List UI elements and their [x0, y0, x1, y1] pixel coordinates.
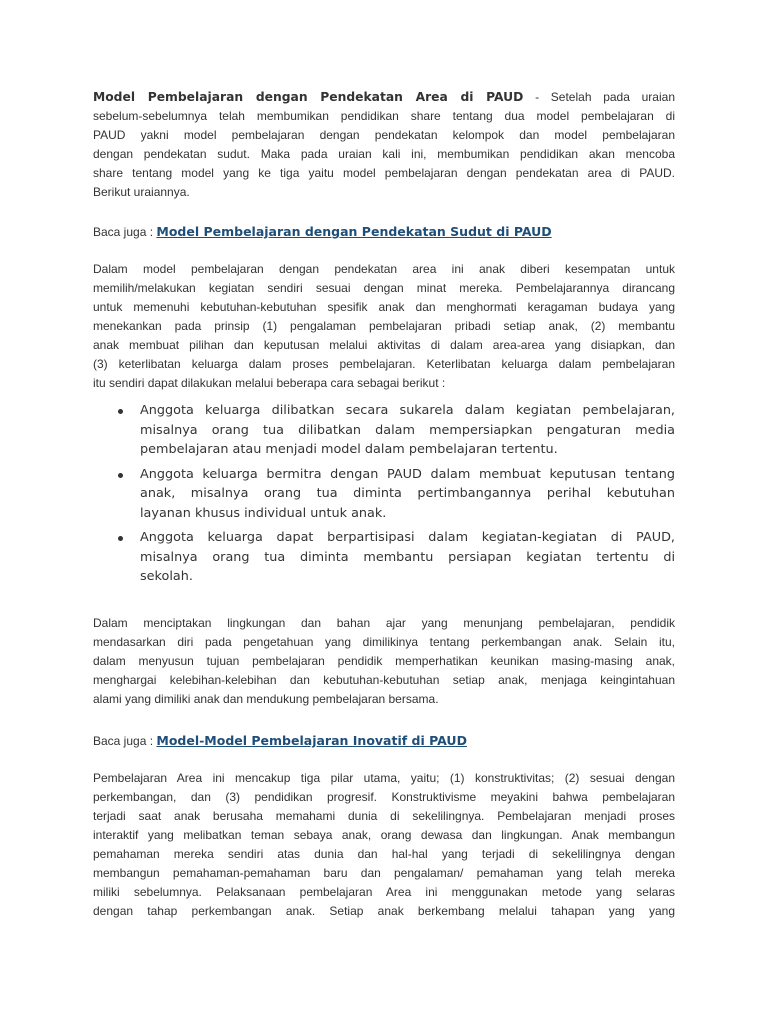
text-line: anak, misalnya orang tua diminta pertimbangannya perihal kebutuhan [140, 486, 675, 501]
text-line: terjadi saat anak berusaha memahami dunia di sekelilingnya. Pembelajaran menjadi proses [93, 809, 675, 823]
text-line: dalam menyusun tujuan pembelajaran pendidik memperhatikan keunikan masing-masing anak, [93, 654, 675, 668]
text-line: Dalam menciptakan lingkungan dan bahan ajar yang menunjang pembelajaran, pendidik [93, 616, 675, 630]
text-line: misalnya orang tua dilibatkan dalam mempersiapkan pengaturan media [140, 422, 675, 438]
text-line: layanan khusus individual untuk anak. [140, 505, 387, 521]
text-line: menghargai kelebihan-kelebihan dan kebutuhan-kebutuhan setiap anak, menjaga keingintahuan [93, 673, 675, 687]
text-line: itu sendiri dapat dilakukan melalui beberapa cara sebagai berikut : [93, 376, 446, 390]
text-line: share tentang model yang ke tiga yaitu model pembelajaran dengan pendekatan area di PAUD. [93, 166, 675, 180]
bullet-icon [118, 409, 123, 414]
text-line: memilih/melakukan kegiatan sendiri sesuai dengan minat mereka. Pembelajarannya dirancang [93, 281, 675, 295]
text-line: miliki sebelumnya. Pelaksanaan pembelajaran Area ini menggunakan metode yang selaras [93, 885, 675, 899]
paragraph-3 [93, 614, 675, 709]
paragraph-4 [93, 769, 675, 921]
text-line: Anggota keluarga bermitra dengan PAUD dalam membuat keputusan tentang [140, 466, 675, 482]
text-line: Dalam model pembelajaran dengan pendekatan area ini anak diberi kesempatan untuk [93, 262, 675, 276]
intro-first-line [93, 88, 675, 107]
text-line: sekolah. [140, 569, 193, 584]
bullet-icon [118, 473, 123, 478]
read-also-link[interactable]: Model Pembelajaran dengan Pendekatan Sudut di PAUD [156, 224, 552, 239]
article-title: Model Pembelajaran dengan Pendekatan Area di PAUD [93, 90, 524, 104]
intro-paragraph [93, 88, 675, 202]
text-line: dengan pendekatan sudut. Maka pada uraian kali ini, membumikan pendidikan akan mencoba [93, 147, 675, 161]
read-also-label: Baca juga : [93, 225, 157, 239]
bullet-list [140, 401, 675, 592]
text-line: Berikut uraiannya. [93, 185, 190, 199]
intro-text: - Setelah pada uraian [523, 90, 675, 104]
text-line: perkembangan, dan (3) pendidikan progresif. Konstruktivisme meyakini bahwa pembelajaran [93, 790, 675, 804]
text-line: untuk memenuhi kebutuhan-kebutuhan spesifik anak dan menghormati keragaman budaya yang [93, 300, 675, 314]
text-line: sebelum-sebelumnya telah membumikan pendidikan share tentang dua model pembelajaran di [93, 109, 675, 123]
text-line: (3) keterlibatan keluarga dalam proses pembelajaran. Keterlibatan keluarga dalam pembelajaran [93, 357, 675, 371]
list-item [140, 465, 675, 524]
text-line: PAUD yakni model pembelajaran dengan pendekatan kelompok dan model pembelajaran [93, 128, 675, 142]
text-line: mendasarkan diri pada pengetahuan yang dimilikinya tentang perkembangan anak. Selain itu, [93, 635, 675, 649]
text-line: alami yang dimiliki anak dan mendukung pembelajaran bersama. [93, 692, 439, 706]
text-line: Pembelajaran Area ini mencakup tiga pilar utama, yaitu; (1) konstruktivitas; (2) sesuai dengan [93, 771, 675, 785]
text-line: pemahaman mereka sendiri atas dunia dan hal-hal yang terjadi di sekelilingnya dengan [93, 847, 675, 861]
text-line: interaktif yang melibatkan teman sebaya anak, orang dewasa dan lingkungan. Anak membangun [93, 828, 675, 842]
paragraph-2 [93, 260, 675, 393]
text-line: Anggota keluarga dapat berpartisipasi dalam kegiatan-kegiatan di PAUD, [140, 530, 675, 545]
bullet-icon [118, 536, 123, 541]
list-item [140, 528, 675, 587]
text-line: dengan tahap perkembangan anak. Setiap anak berkembang melalui tahapan yang yang [93, 904, 675, 918]
read-also-1 [93, 222, 675, 242]
list-item [140, 401, 675, 460]
text-line: misalnya orang tua diminta membantu persiapan kegiatan tertentu di [140, 549, 675, 565]
text-line: Anggota keluarga dilibatkan secara sukarela dalam kegiatan pembelajaran, [140, 403, 675, 418]
read-also-2 [93, 731, 675, 751]
text-line: membangun pemahaman-pemahaman baru dan pengalaman/ pemahaman yang telah mereka [93, 866, 675, 880]
text-line: anak membuat pilihan dan keputusan melalui aktivitas di dalam area-area yang disiapkan, dan [93, 338, 675, 352]
text-line: menekankan pada prinsip (1) pengalaman pembelajaran pribadi setiap anak, (2) membantu [93, 319, 675, 333]
read-also-link[interactable]: Model-Model Pembelajaran Inovatif di PAUD [156, 733, 467, 748]
text-line: pembelajaran atau menjadi model dalam pembelajaran tertentu. [140, 442, 558, 457]
read-also-label: Baca juga : [93, 734, 157, 748]
